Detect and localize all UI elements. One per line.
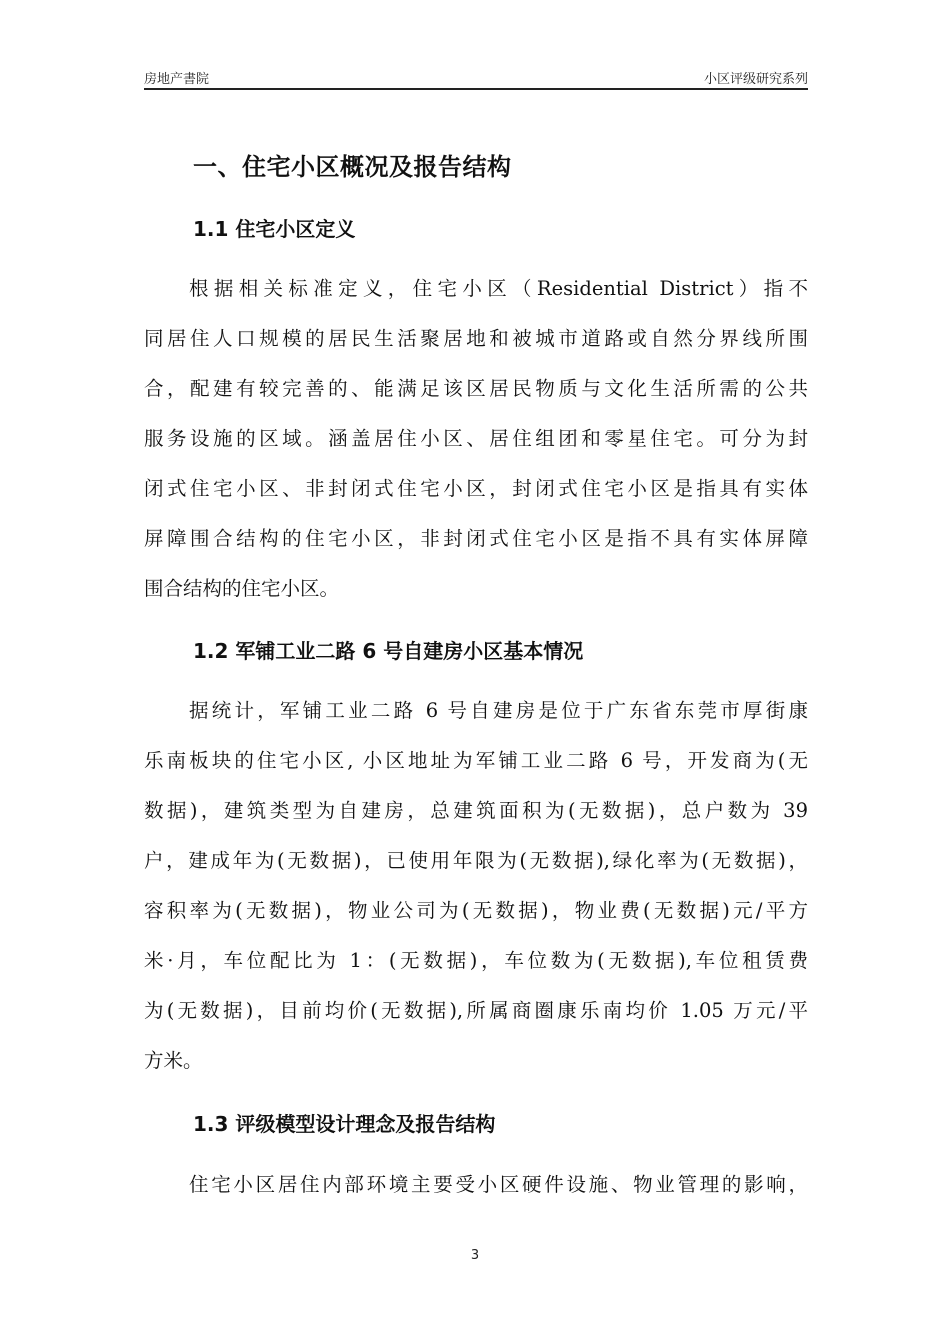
- section-heading-1-2: 1.2 军铺工业二路 6 号自建房小区基本情况: [193, 639, 584, 663]
- text-line: 屏障围合结构的住宅小区，非封闭式住宅小区是指不具有实体屏障: [144, 527, 808, 550]
- text-line: 乐南板块的住宅小区, 小区地址为军铺工业二路 6 号，开发商为(无: [144, 749, 808, 772]
- section-1-2-paragraph: [144, 686, 808, 1086]
- section-heading-1-1: 1.1 住宅小区定义: [193, 217, 356, 241]
- text-line: 服务设施的区域。涵盖居住小区、居住组团和零星住宅。可分为封: [144, 427, 808, 450]
- chapter-title: 一、住宅小区概况及报告结构: [193, 153, 512, 181]
- section-1-1-paragraph: [144, 264, 808, 614]
- section-heading-1-3: 1.3 评级模型设计理念及报告结构: [193, 1112, 496, 1136]
- text-line: 围合结构的住宅小区。: [144, 577, 340, 600]
- text-line: 同居住人口规模的居民生活聚居地和被城市道路或自然分界线所围: [144, 327, 808, 350]
- text-line: 数据)，建筑类型为自建房，总建筑面积为(无数据)，总户数为 39: [144, 799, 808, 822]
- text-line: 据统计，军铺工业二路 6 号自建房是位于广东省东莞市厚街康: [189, 699, 808, 722]
- text-line: 住宅小区居住内部环境主要受小区硬件设施、物业管理的影响，: [189, 1173, 808, 1196]
- text-line: 合，配建有较完善的、能满足该区居民物质与文化生活所需的公共: [144, 377, 808, 400]
- text-line: 方米。: [144, 1049, 203, 1072]
- header-rule: [144, 88, 808, 90]
- text-line: 米·月，车位配比为 1：(无数据)，车位数为(无数据),车位租赁费: [144, 949, 808, 972]
- text-line: 容积率为(无数据)，物业公司为(无数据)，物业费(无数据)元/平方: [144, 899, 808, 922]
- text-line: 户，建成年为(无数据)，已使用年限为(无数据),绿化率为(无数据)，: [144, 849, 808, 872]
- page-header: [144, 68, 808, 88]
- header-series: 小区评级研究系列: [703, 72, 808, 87]
- page-number: 3: [470, 1248, 480, 1263]
- text-line: 为(无数据)，目前均价(无数据),所属商圈康乐南均价 1.05 万元/平: [144, 999, 808, 1022]
- text-line: 闭式住宅小区、非封闭式住宅小区，封闭式住宅小区是指具有实体: [144, 477, 808, 500]
- text-line: 根据相关标准定义，住宅小区（Residential District）指不: [189, 277, 808, 300]
- header-publisher: 房地产書院: [144, 72, 210, 87]
- section-1-3-paragraph: [144, 1160, 808, 1210]
